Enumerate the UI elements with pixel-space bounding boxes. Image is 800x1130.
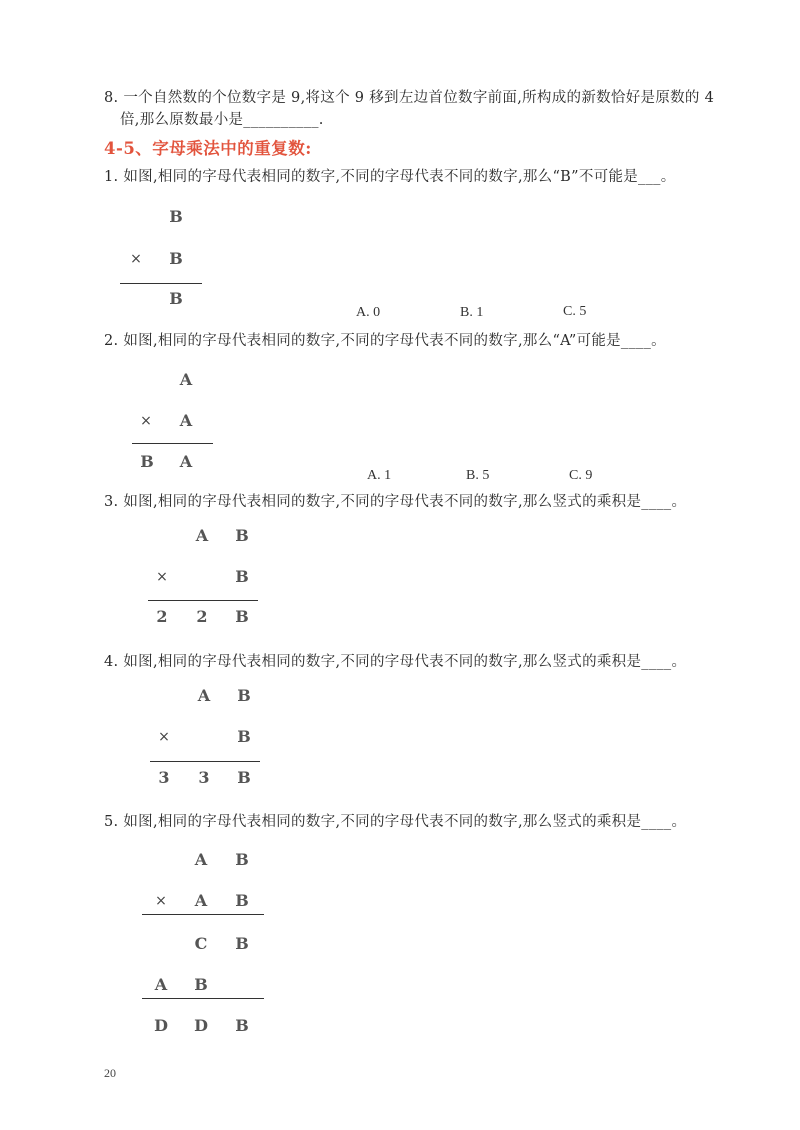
q5-top-digit-1: A <box>194 850 208 869</box>
q1-top-digit: B <box>169 207 183 226</box>
q4-rule <box>150 761 260 762</box>
q1-option-b: B. 1 <box>460 305 484 320</box>
q5-result-digit-2: D <box>194 1016 208 1035</box>
q2-times-sign: × <box>140 413 152 429</box>
q1-rule <box>120 283 202 284</box>
q1-times-sign: × <box>130 251 142 267</box>
q3-rule <box>148 600 258 601</box>
q3-result-digit-1: 2 <box>156 607 168 626</box>
q1-multiplier-digit: B <box>169 249 183 268</box>
q1-text: 1. 如图,相同的字母代表相同的数字,不同的字母代表不同的数字,那么“B”不可能是___。 <box>104 169 676 185</box>
q5-rule-1 <box>142 914 264 915</box>
q2-result-digit-1: B <box>140 452 154 471</box>
q3-top-digit-1: A <box>195 526 209 545</box>
q5-partial1-digit-2: B <box>235 934 249 953</box>
q5-partial2-digit-1: A <box>154 975 168 994</box>
q5-text: 5. 如图,相同的字母代表相同的数字,不同的字母代表不同的数字,那么竖式的乘积是____。 <box>104 814 687 830</box>
q8-line2: 倍,那么原数最小是__________. <box>120 112 324 128</box>
q4-top-digit-2: B <box>237 686 251 705</box>
q2-option-a: A. 1 <box>367 468 392 483</box>
q4-top-digit-1: A <box>197 686 211 705</box>
q3-result-digit-2: 2 <box>196 607 208 626</box>
q5-partial2-digit-2: B <box>194 975 208 994</box>
q4-result-digit-3: B <box>237 768 251 787</box>
q2-rule <box>132 443 213 444</box>
q1-result-digit: B <box>169 289 183 308</box>
q2-option-b: B. 5 <box>466 468 490 483</box>
q2-multiplier-digit: A <box>179 411 193 430</box>
q5-top-digit-2: B <box>235 850 249 869</box>
q4-multiplier-digit: B <box>237 727 251 746</box>
q2-result-digit-2: A <box>179 452 193 471</box>
q3-result-digit-3: B <box>235 607 249 626</box>
q4-result-digit-2: 3 <box>198 768 210 787</box>
q2-option-c: C. 9 <box>569 468 593 483</box>
q5-multiplier-digit-1: A <box>194 891 208 910</box>
q1-option-c: C. 5 <box>563 304 587 319</box>
q8-line1: 8. 一个自然数的个位数字是 9,将这个 9 移到左边首位数字前面,所构成的新数恰好是原数的 4 <box>104 90 715 106</box>
q2-top-digit: A <box>179 370 193 389</box>
q4-text: 4. 如图,相同的字母代表相同的数字,不同的字母代表不同的数字,那么竖式的乘积是____。 <box>104 654 687 670</box>
q3-times-sign: × <box>156 569 168 585</box>
q3-text: 3. 如图,相同的字母代表相同的数字,不同的字母代表不同的数字,那么竖式的乘积是____。 <box>104 494 687 510</box>
q4-times-sign: × <box>158 729 170 745</box>
q3-multiplier-digit: B <box>235 567 249 586</box>
q5-result-digit-1: D <box>154 1016 168 1035</box>
q5-rule-2 <box>142 998 264 999</box>
q5-times-sign: × <box>155 893 167 909</box>
q5-partial1-digit-1: C <box>194 934 208 953</box>
q5-result-digit-3: B <box>235 1016 249 1035</box>
q2-text: 2. 如图,相同的字母代表相同的数字,不同的字母代表不同的数字,那么“A”可能是____。 <box>104 333 666 349</box>
q5-multiplier-digit-2: B <box>235 891 249 910</box>
q4-result-digit-1: 3 <box>158 768 170 787</box>
q1-option-a: A. 0 <box>356 305 381 320</box>
section-heading: 4-5、字母乘法中的重复数: <box>104 139 312 158</box>
q3-top-digit-2: B <box>235 526 249 545</box>
page-number: 20 <box>104 1066 116 1080</box>
